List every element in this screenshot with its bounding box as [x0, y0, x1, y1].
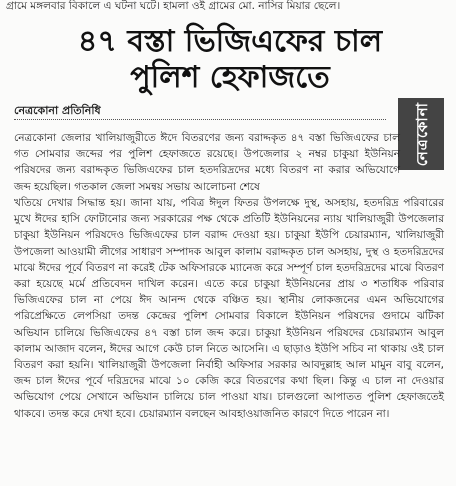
headline-line-2: পুলিশ হেফাজতে	[130, 60, 330, 95]
previous-article-tail: গ্রামে মঙ্গলবার বিকালে এ ঘটনা ঘটে। হামলা ওই গ্রামের মো. নাসির মিয়ার ছেলে।	[6, 0, 341, 12]
section-tab-label: নেত্রকোনা	[412, 101, 431, 167]
byline-divider	[14, 119, 386, 120]
byline: নেত্রকোনা প্রতিনিধি	[14, 104, 101, 117]
body-paragraph-narrow: নেত্রকোনা জেলার খালিয়াজুরীতে ঈদে বিতরণের জন্য বরাদ্দকৃত ৪৭ বস্তা ভিজিএফের চাল গত সোমবার জব্দের পর পুলিশ হেফাজতে রয়েছে। উপজেলার ২ নম্বর চাকুয়া ইউনিয়ন পরিষদের জন্য বরাদ্দকৃত ভিজিএফের চাল হতদরিদ্রদের মধ্যে বিতরণ না করার অভিযোগে জব্দ হয়েছিল। গতকাল জেলা সমন্বয় সভায় আলোচনা শেষে	[14, 132, 400, 193]
section-tab	[398, 98, 444, 170]
article-body-top	[14, 130, 400, 195]
body-paragraph-wide: খতিয়ে দেখার সিদ্ধান্ত হয়। জানা যায়, পবিত্র ঈদুল ফিতর উপলক্ষে দুস্থ, অসহায়, হতদরিদ্র পরিবারের মুখে ঈদের হাসি ফোটানোর জন্য সরকারের পক্ষ থেকে প্রতিটি ইউনিয়নের ন্যায় খালিয়াজুরী উপজেলার চাকুয়া ইউনিয়ন পরিষদেও ভিজিএফের চাল বরাদ্দ দেওয়া হয়। চাকুয়া ইউপি চেয়ারম্যান, খালিয়াজুরী উপজেলা আওয়ামী লীগের সাধারণ সম্পাদক আবুল কালাম বরাদ্দকৃত চাল অসহায়, দুস্থ ও হতদরিদ্রদের মাঝে ঈদের পূর্বে বিতরণ না করেই টেক অফিসারকে ম্যানেজ করে সম্পূর্ণ চাল হতদরিদ্রদের মাঝে বিতরণ করা হয়েছে মর্মে প্রতিবেদন দাখিল করেন। এতে করে চাকুয়া ইউনিয়নের প্রায় ৩ শতাধিক পরিবার ভিজিএফের চাল না পেয়ে ঈদ আনন্দ থেকে বঞ্চিত হয়। স্থানীয় লোকজনের এমন অভিযোগের পরিপ্রেক্ষিতে লেপসিয়া তদন্ত কেন্দ্রের পুলিশ সোমবার বিকালে ইউনিয়ন পরিষদের গুদামে ঝটিকা অভিযান চালিয়ে ভিজিএফের ৪৭ বস্তা চাল জব্দ করে। চাকুয়া ইউনিয়ন পরিষদের চেয়ারম্যান আবুল কালাম আজাদ বলেন, ঈদের আগে কেউ চাল নিতে আসেনি। এ ছাড়াও ইউপি সচিব না থাকায় ওই চাল বিতরণ করা হয়নি। খালিয়াজুরী উপজেলা নির্বাহী অফিসার সরকার আবদুল্লাহ আল মামুন বাবু বলেন, জব্দ চাল ঈদের পূর্বে দরিদ্রদের মাঝে ১০ কেজি করে বিতরণের কথা ছিল। কিন্তু এ চাল না দেওয়ার অভিযোগ পেয়ে সেখানে অভিযান চালিয়ে চাল পাওয়া যায়। চালগুলো আপাতত পুলিশ হেফাজতেই থাকবে। তদন্ত করে দেখা হবে। চেয়ারম্যান বলছেন আবহাওয়াজনিত কারণে দিতে পারেন না।	[14, 197, 444, 420]
headline-line-1: ৪৭ বস্তা ভিজিএফের চাল	[77, 24, 383, 59]
article-headline	[30, 24, 430, 96]
